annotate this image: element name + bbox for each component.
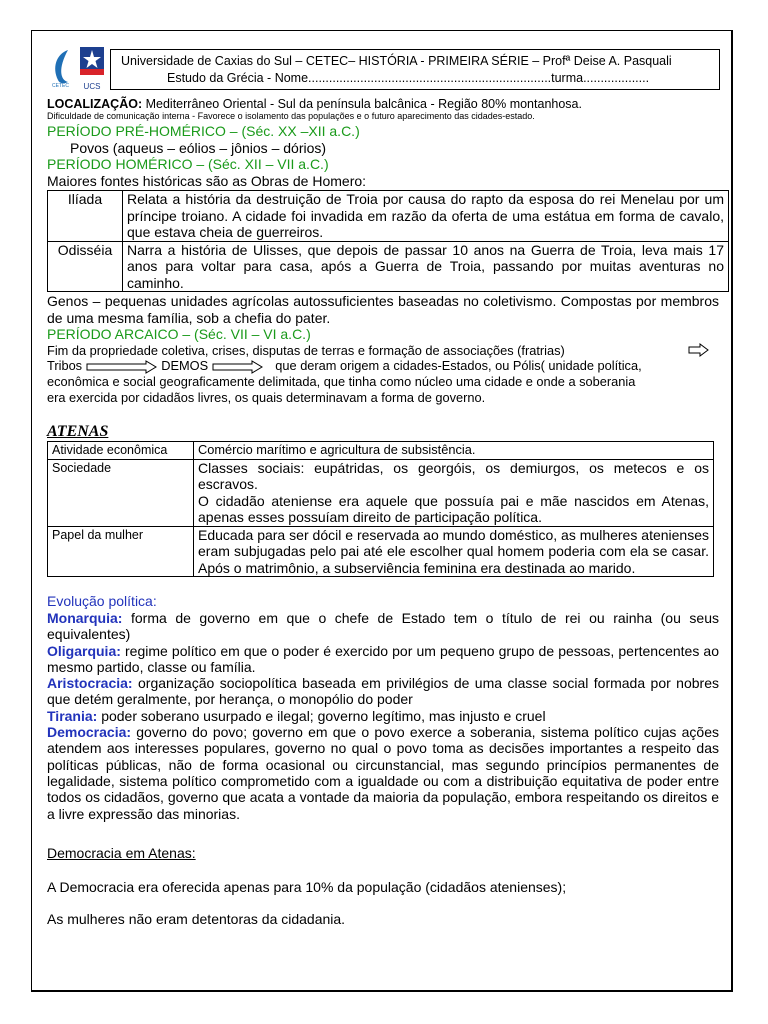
arcaico-line-3: econômica e social geograficamente delimitada, que tinha como núcleo uma cidade e onde a soberania [47, 374, 636, 389]
atenas-row-text: Comércio marítimo e agricultura de subsistência. [194, 442, 714, 460]
localizacao-label: LOCALIZAÇÃO: [47, 97, 143, 111]
list-item [47, 708, 719, 724]
obra-name: Ilíada [48, 191, 123, 242]
right-arrow-icon [86, 360, 158, 374]
democracia-atenas-p2: As mulheres não eram detentoras da cidadania. [47, 911, 346, 927]
arcaico-line-1: Fim da propriedade coletiva, crises, disputas de terras e formação de associações (fratrias) [47, 343, 565, 358]
header-box [110, 49, 720, 90]
arcaico-line-2 [47, 358, 642, 374]
atenas-table [47, 441, 714, 577]
term-aristocracia: Aristocracia: [47, 675, 133, 692]
sociedade-cidadao: O cidadão ateniense era aquele que possuía pai e mãe nascidos em Atenas, apenas esses possuíam direito de participação política. [198, 492, 709, 525]
header-line-1: Universidade de Caxias do Sul – CETEC– HISTÓRIA - PRIMEIRA SÉRIE – Profª Deise A. Pasquali [121, 54, 672, 68]
definition: organização sociopolítica baseada em privilégios de uma classe social formada por nobres que detém geralmente, por herança, o monopólio do poder [47, 675, 719, 708]
democracia-atenas-title: Democracia em Atenas: [47, 845, 196, 861]
democracia-atenas-p1: A Democracia era oferecida apenas para 10% da população (cidadãos atenienses); [47, 879, 567, 895]
homerico-fontes: Maiores fontes históricas são as Obras de Homero: [47, 173, 367, 189]
obras-table [47, 190, 729, 292]
homerico-title: PERÍODO HOMÉRICO – (Séc. XII – VII a.C.) [47, 156, 329, 172]
term-tirania: Tirania: [47, 707, 98, 724]
list-item [47, 675, 719, 708]
localizacao [47, 97, 582, 112]
arcaico-title: PERÍODO ARCAICO – (Séc. VII – VI a.C.) [47, 326, 311, 342]
term-monarquia: Monarquia: [47, 610, 123, 626]
svg-text:CETEC: CETEC [52, 83, 69, 88]
arcaico-line-4: era exercida por cidadãos livres, os quais determinavam a forma de governo. [47, 390, 486, 405]
atenas-row-label: Papel da mulher [48, 526, 194, 577]
definition: forma de governo em que o chefe de Estado tem o título de rei ou rainha (ou seus equivalentes) [47, 610, 719, 643]
list-item [47, 724, 719, 822]
list-item [47, 643, 719, 676]
ucs-star-icon [80, 47, 104, 77]
evolucao-title: Evolução política: [47, 593, 157, 609]
atenas-row-text: Educada para ser dócil e reservada ao mundo doméstico, as mulheres atenienses eram subjugadas pelo pai até ele escolher qual homem poderia com ela se casar. Após o matrimônio, a subserviência feminina era destinada ao marido. [194, 526, 714, 577]
atenas-row-label: Atividade econômica [48, 442, 194, 460]
atenas-row-label: Sociedade [48, 459, 194, 526]
definition: regime político em que o poder é exercido por um pequeno grupo de pessoas, pertencentes ao mesmo partido, classe ou família. [47, 642, 719, 675]
term-oligarquia: Oligarquia: [47, 642, 121, 659]
obra-name: Odisséia [48, 241, 123, 292]
localizacao-small: Dificuldade de comunicação interna - Favorece o isolamento das populações e o futuro aparecimento das cidades-estado. [47, 111, 535, 121]
obra-text: Relata a história da destruição de Troia por causa do rapto da esposa do rei Menelau por um príncipe troiano. A cidade foi invadida em razão da oferta de uma estátua em forma de cavalo, que estava cheia de guerreiros. [123, 191, 729, 242]
pre-homerico-title: PERÍODO PRÉ-HOMÉRICO – (Séc. XX –XII a.C.) [47, 123, 360, 139]
table-row [48, 241, 729, 292]
ucs-logo [80, 47, 104, 89]
ucs-c-logo-icon [48, 46, 76, 88]
localizacao-text: Mediterrâneo Oriental - Sul da península balcânica - Região 80% montanhosa. [142, 97, 582, 111]
genos-text: Genos – pequenas unidades agrícolas autossuficientes baseadas no coletivismo. Compostas por membros de uma mesma família, sob a chefia do pater. [47, 293, 719, 326]
right-arrow-icon [212, 360, 264, 374]
atenas-title: ATENAS [47, 423, 109, 440]
definition: poder soberano usurpado e ilegal; governo legítimo, mas injusto e cruel [97, 707, 546, 724]
definition: governo do povo; governo em que o povo exerce a soberania, sistema político cujas ações atendem aos interesses populares, governo no qual o povo toma as decisões importantes a respeito das políticas públicas, não de forma ocasional ou circunstancial, mas segundo princípios permanentes de legalidade, sistema político comprometido com a igualdade ou com a distribuição equitativa de poder entre todos os cidadãos, governo que acata a vontade da maioria da população, embora respeitando os direitos e a livre expressão das minorias. [47, 724, 719, 822]
right-arrow-icon [688, 343, 710, 357]
table-row [48, 459, 714, 526]
evolucao-list [47, 610, 719, 822]
pre-homerico-povos: Povos (aqueus – eólios – jônios – dórios) [70, 140, 327, 156]
term-democracia: Democracia: [47, 724, 132, 741]
arcaico-line-2-rest: que deram origem a cidades-Estados, ou Pólis( unidade política, [275, 358, 642, 373]
table-row [48, 191, 729, 242]
list-item [47, 610, 719, 643]
atenas-row-text [194, 459, 714, 526]
ucs-logo-text: UCS [83, 82, 101, 91]
obra-text: Narra a história de Ulisses, que depois de passar 10 anos na Guerra de Troia, leva mais 17 anos para voltar para casa, após a Guerra de Troia, passando por muitas aventuras no caminho. [123, 241, 729, 292]
sociedade-classes: Classes sociais: eupátridas, os georgóis, os demiurgos, os metecos e os escravos. [198, 459, 709, 492]
tribos-label: Tribos [47, 358, 83, 373]
table-row [48, 442, 714, 460]
demos-label: DEMOS [161, 358, 209, 373]
header-line-2: Estudo da Grécia - Nome......................................................................turma................... [167, 71, 650, 85]
table-row [48, 526, 714, 577]
